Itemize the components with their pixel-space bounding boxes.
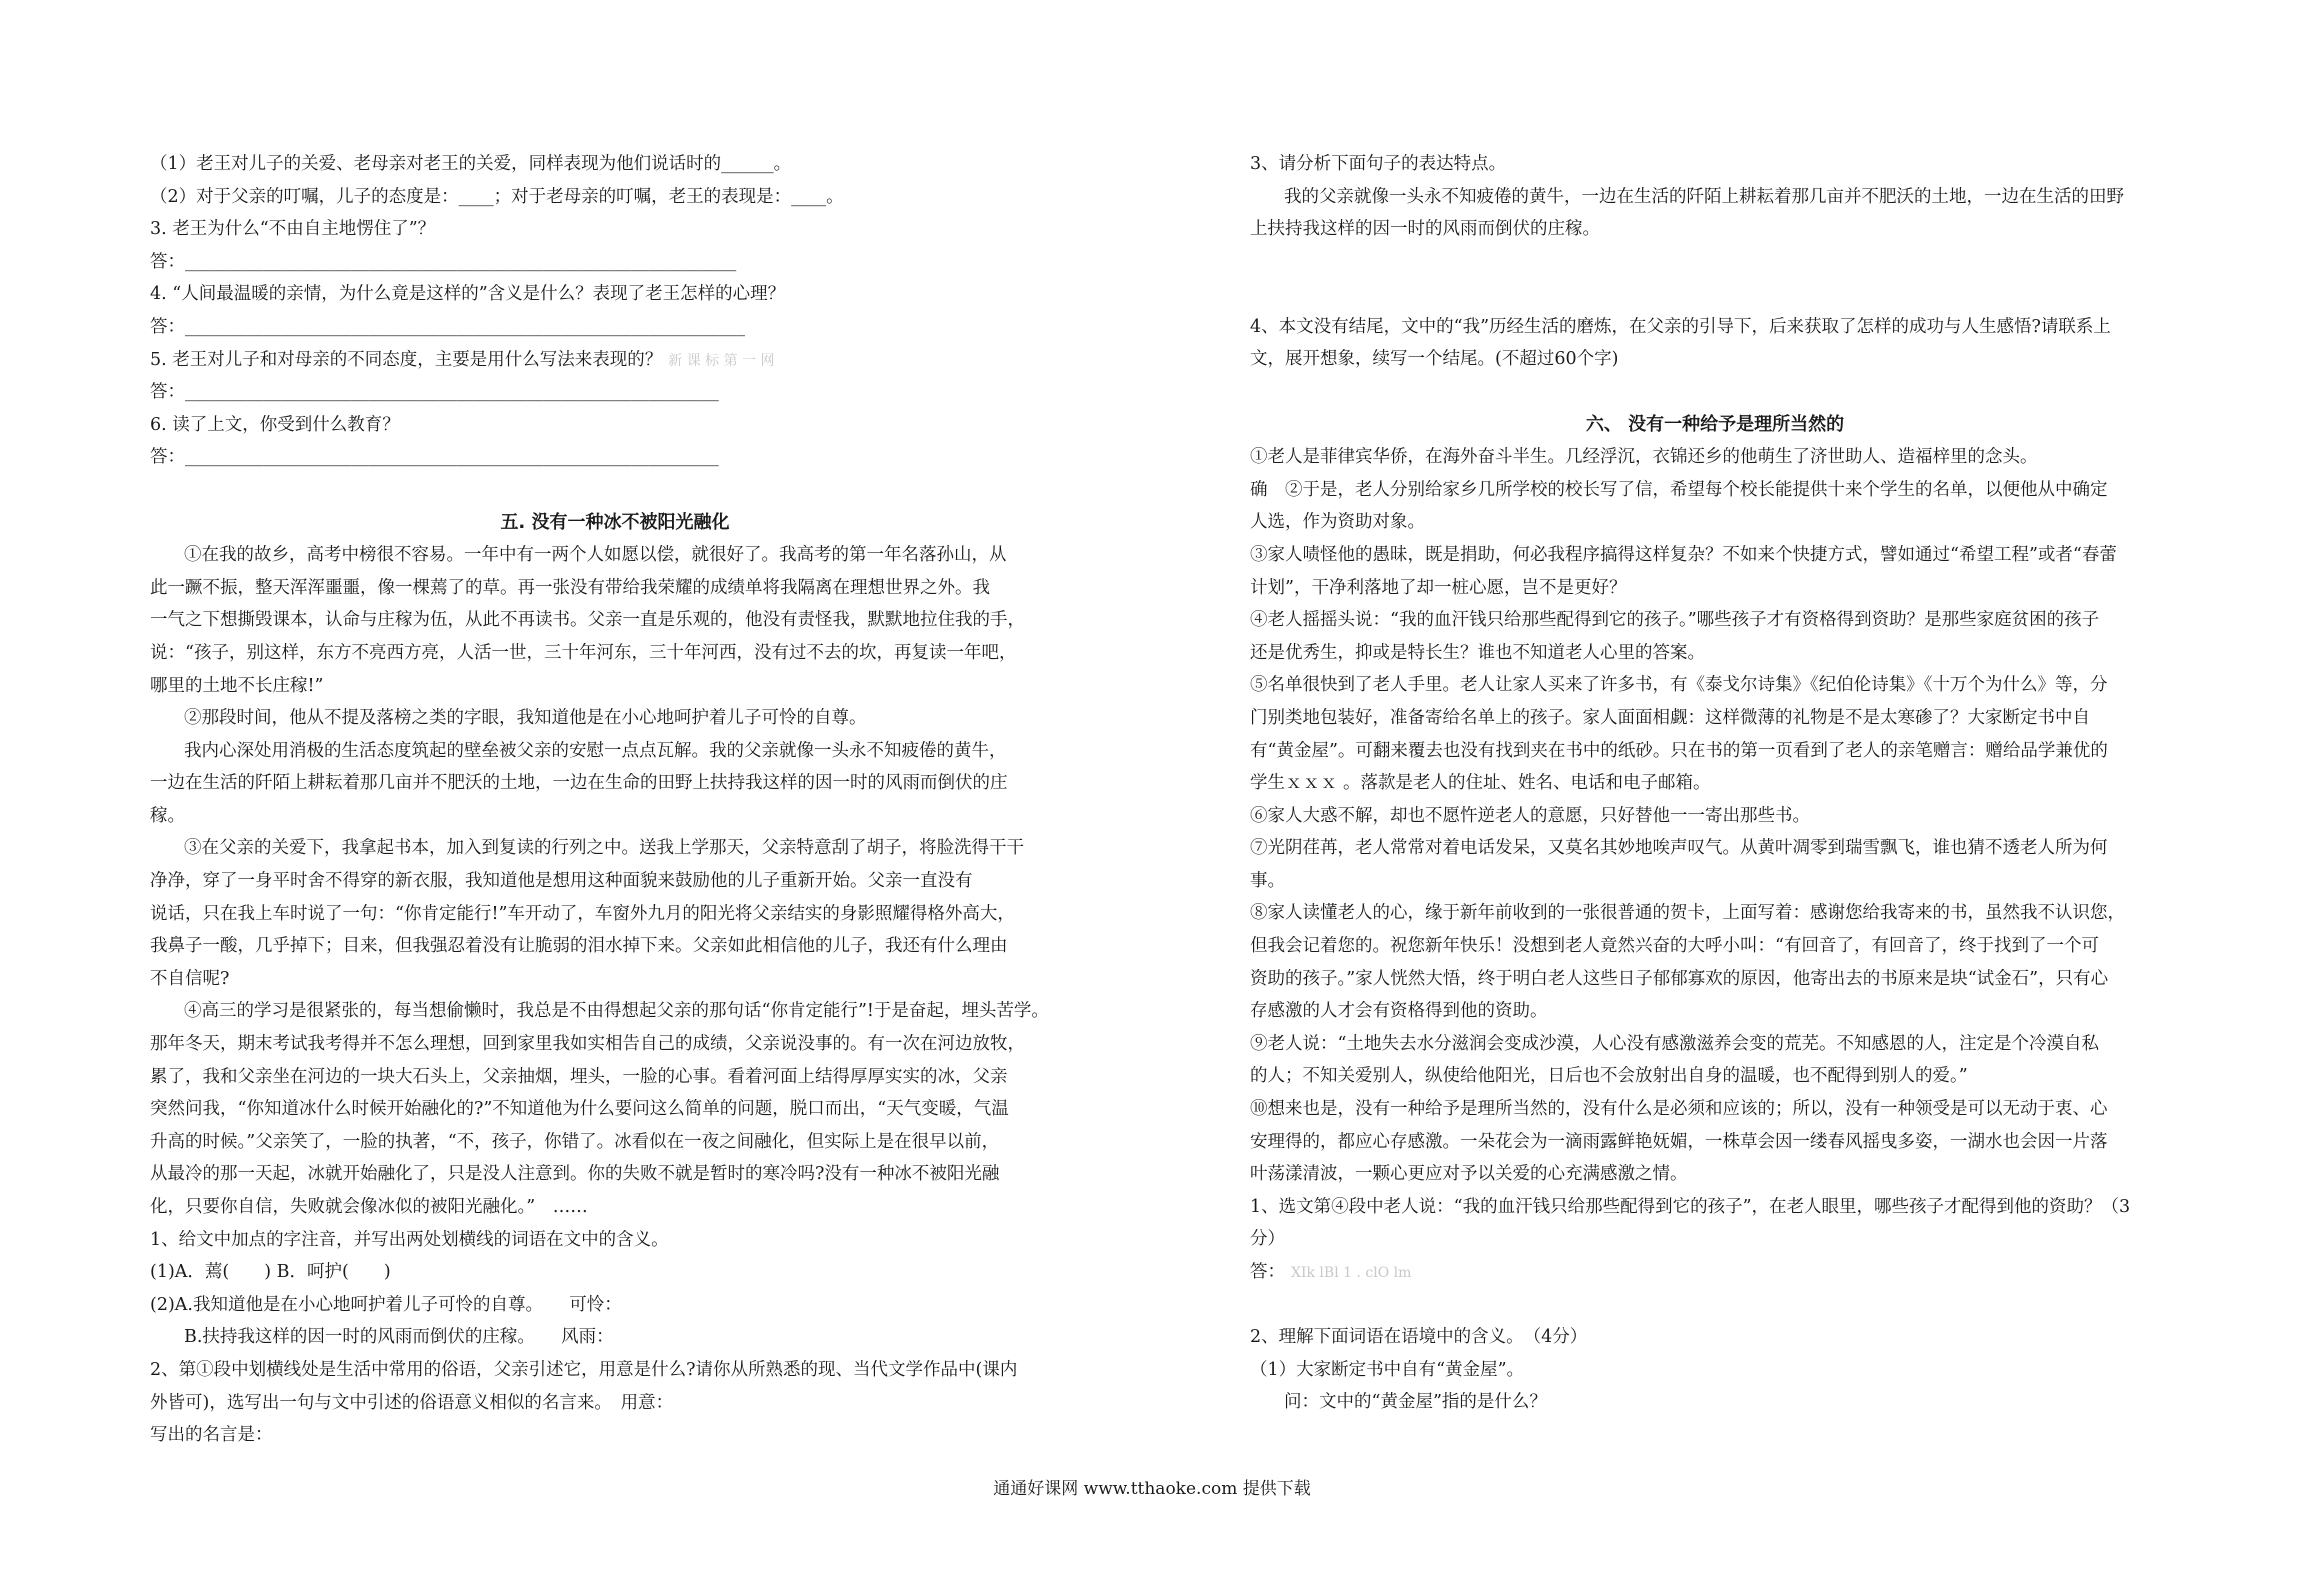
line-text: 4、本文没有结尾，文中的“我”历经生活的磨炼，在父亲的引导下，后来获取了怎样的成功与人生感悟?请联系上 [1250,316,2111,337]
line-text: ④老人摇摇头说：“我的血汗钱只给那些配得到它的孩子。”哪些孩子才有资格得到资助？是那些家庭贫困的孩子 [1250,610,2100,631]
text-line [1250,1256,2180,1289]
line-text: 但我会记着您的。祝您新年快乐！没想到老人竟然兴奋的大呼小叫：“有回音了，有回音了，终于找到了一个可 [1250,936,2099,957]
line-text: 六、 没有一种给予是理所当然的 [1585,413,1845,435]
line-text: 存感激的人才会有资格得到他的资助。 [1250,1001,1548,1022]
line-text: ④高三的学习是很紧张的，每当想偷懒时，我总是不由得想起父亲的那句话“你肯定能行”!于是奋起，埋头苦学。 [184,1001,1049,1022]
text-line [150,1191,1080,1224]
line-text: 学生ｘｘｘ 。落款是老人的住址、姓名、电话和电子邮箱。 [1250,773,1711,794]
line-text: 突然问我，“你知道冰什么时候开始融化的?”不知道他为什么要问这么简单的问题，脱口而出，“天气变暖，气温 [150,1099,1009,1120]
line-text: 不自信呢? [150,968,230,989]
text-line [1250,930,2180,963]
left-column [150,148,1080,1452]
line-text: 稼。 [150,805,185,826]
line-text: 2、理解下面词语在语境中的含义。 （4分） [1250,1327,1588,1348]
text-line [150,213,1080,246]
line-text: 3、请分析下面句子的表达特点。 [1250,154,1507,174]
line-text: 答：_____________________________________________________________ [150,382,719,403]
line-text: (1)A．蔫( ) B．呵护( ) [150,1262,391,1283]
line-text: 人选，作为资助对象。 [1250,512,1425,533]
line-text: 升高的时候。”父亲笑了，一脸的执著，“不，孩子，你错了。冰看似在一夜之间融化，但实际上是在很早以前， [150,1131,1000,1152]
text-line [150,1354,1080,1387]
line-text: 外皆可)，选写出一句与文中引述的俗语意义相似的名言来。 用意： [150,1392,674,1413]
line-text: ⑥家人大惑不解，却也不愿忤逆老人的意愿，只好替他一一寄出那些书。 [1250,805,1810,826]
text-line [1250,181,2180,214]
text-line [150,800,1080,833]
line-text: （1）老王对儿子的关爱、老母亲对老王的关爱，同样表现为他们说话时的______。 [150,154,792,174]
line-text: 问：文中的“黄金屋”指的是什么？ [1284,1392,1547,1413]
line-text: ①在我的故乡，高考中榜很不容易。一年中有一两个人如愿以偿，就很好了。我高考的第一年名落孙山，从 [184,545,1007,566]
text-line [150,702,1080,735]
watermark-text: 新 课 标 第 一 网 [668,352,775,369]
line-text: 答： [1250,1262,1285,1282]
text-line [1250,767,2180,800]
section-heading [1250,409,2180,442]
line-text: 一边在生活的阡陌上耕耘着那几亩并不肥沃的土地，一边在生命的田野上扶持我这样的因一时的风雨而倒伏的庄 [150,773,1008,794]
line-text: 安理得的，都应心存感激。一朵花会为一滴雨露鲜艳妩媚，一株草会因一缕春风摇曳多姿，一湖水也会因一片落 [1250,1131,2108,1152]
text-line [1250,213,2180,246]
text-line [1250,1158,2180,1191]
line-text: 此一蹶不振，整天浑浑噩噩，像一棵蔫了的草。再一张没有带给我荣耀的成绩单将我隔离在理想世界之外。我 [150,577,990,598]
line-text: ⑩想来也是，没有一种给予是理所当然的，没有什么是必须和应该的；所以，没有一种领受是可以无动于衷、心 [1250,1099,2108,1120]
text-line [1250,897,2180,930]
text-line [150,409,1080,442]
text-line [150,181,1080,214]
line-text: 门别类地包装好，准备寄给名单上的孩子。家人面面相觑：这样微薄的礼物是不是太寒碜了？大家断定书中自 [1250,707,2090,728]
line-text: 一气之下想撕毁课本，认命与庄稼为伍，从此不再读书。父亲一直是乐观的，他没有责怪我，默默地拉住我的手， [150,610,1025,631]
line-text: ⑨老人说：“土地失去水分滋润会变成沙漠，人心没有感激滋养会变的荒芜。不知感恩的人，注定是个冷漠自私 [1250,1033,2099,1054]
text-line [150,963,1080,996]
text-line [1250,1126,2180,1159]
text-line [150,441,1080,474]
line-text: 写出的名言是： [150,1425,273,1446]
line-text: 说话，只在我上车时说了一句：“你肯定能行!”车开动了，车窗外九月的阳光将父亲结实的身影照耀得格外高大， [150,903,1015,924]
text-line [150,637,1080,670]
line-text: B.扶持我这样的因一时的风雨而倒伏的庄稼。 风雨： [184,1327,614,1348]
line-text: 从最冷的那一天起，冰就开始融化了，只是没人注意到。你的失败不就是暂时的寒冷吗?没有一种冰不被阳光融 [150,1164,1000,1185]
text-line [150,767,1080,800]
line-text: 叶荡漾清波，一颗心更应对予以关爱的心充满感激之情。 [1250,1164,1688,1185]
line-text: 五. 没有一种冰不被阳光融化 [500,511,730,533]
line-text: 分） [1250,1229,1285,1250]
line-text: ⑦光阴荏苒，老人常常对着电话发呆，又莫名其妙地唉声叹气。从黄叶凋零到瑞雪飘飞，谁也猜不透老人所为何 [1250,838,2108,859]
text-line [1250,800,2180,833]
text-line [150,1158,1080,1191]
line-text: 有“黄金屋”。可翻来覆去也没有找到夹在书中的纸砂。只在书的第一页看到了老人的亲笔赠言：赠给品学兼优的 [1250,740,2108,761]
text-line [1250,637,2180,670]
text-line [1250,865,2180,898]
line-text: 上扶持我这样的因一时的风雨而倒伏的庄稼。 [1250,219,1600,240]
line-text: 答：_____________________________________________________________ [150,447,719,468]
text-line [150,865,1080,898]
text-line [1250,963,2180,996]
text-line [150,930,1080,963]
line-text: （2）对于父亲的叮嘱，儿子的态度是：____；对于老母亲的叮嘱，老王的表现是：____。 [150,186,844,207]
text-line [1250,1354,2180,1387]
text-line [1250,506,2180,539]
line-text: ③家人啧怪他的愚昧，既是捐助，何必我程序搞得这样复杂？不如来个快捷方式，譬如通过“希望工程”或者“春蕾 [1250,544,2117,565]
line-text: 净净，穿了一身平时舍不得穿的新衣服，我知道他是想用这种面貌来鼓励他的儿子重新开始。父亲一直没有 [150,871,973,892]
line-text: ②那段时间，他从不提及落榜之类的字眼，我知道他是在小心地呵护着儿子可怜的自尊。 [184,708,867,729]
text-line [1250,572,2180,605]
line-text: 4. “人间最温暖的亲情，为什么竟是这样的”含义是什么？表现了老王怎样的心理？ [150,284,786,305]
text-line [150,1387,1080,1420]
line-text: 6. 读了上文，你受到什么教育？ [150,414,400,435]
line-text: 答：_______________________________________________________________ [150,251,737,272]
text-line [1250,148,2180,181]
text-line [150,311,1080,344]
text-line [1250,1386,2180,1419]
text-line [150,1028,1080,1061]
line-text: 1、给文中加点的字注音，并写出两处划横线的词语在文中的含义。 [150,1229,669,1250]
line-text: 说：“孩子，别这样，东方不亮西方亮，人活一世，三十年河东，三十年河西，没有过不去的坎，再复读一年吧， [150,642,1017,663]
line-text: 3. 老王为什么“不由自主地愣住了”？ [150,219,436,240]
line-text: 那年冬天，期末考试我考得并不怎么理想，回到家里我如实相告自己的成绩，父亲说没事的。有一次在河边放牧， [150,1034,1025,1055]
text-line [150,278,1080,311]
text-line [150,995,1080,1028]
line-text: 资助的孩子。”家人恍然大悟，终于明白老人这些日子郁郁寡欢的原因，他寄出去的书原来是块“试金石”，只有心 [1250,968,2109,989]
section-heading [150,507,1080,540]
line-text: 1、选文第④段中老人说：“我的血汗钱只给那些配得到它的孩子”，在老人眼里，哪些孩子才配得到他的资助？（3 [1250,1196,2131,1217]
line-text: 事。 [1250,870,1285,891]
text-line [1250,474,2180,507]
spacer [1250,246,2180,311]
text-line [150,1321,1080,1354]
text-line [150,1419,1080,1452]
text-line [1250,343,2180,376]
line-text: ①老人是菲律宾华侨，在海外奋斗半生。几经浮沉，衣锦还乡的他萌生了济世助人、造福梓里的念头。 [1250,447,2038,468]
text-line [1250,832,2180,865]
text-line [1250,735,2180,768]
text-line [150,670,1080,703]
line-text: 计划”，干净利落地了却一桩心愿，岂不是更好？ [1250,577,1627,598]
spacer [150,474,1080,507]
line-text: (2)A.我知道他是在小心地呵护着儿子可怜的自尊。 可怜： [150,1294,622,1315]
text-line [150,1256,1080,1289]
text-line [1250,1060,2180,1093]
text-line [1250,1191,2180,1224]
text-line [150,148,1080,181]
line-text: 我内心深处用消极的生活态度筑起的壁垒被父亲的安慰一点点瓦解。我的父亲就像一头永不知疲倦的黄牛， [184,740,1007,761]
text-line [1250,311,2180,344]
line-text: 化，只要你自信，失败就会像冰似的被阳光融化。” …… [150,1197,588,1217]
text-line [150,1289,1080,1322]
text-line [1250,702,2180,735]
line-text: 5. 老王对儿子和对母亲的不同态度，主要是用什么写法来表现的？ [150,349,663,370]
text-line [150,1126,1080,1159]
line-text: 我的父亲就像一头永不知疲倦的黄牛，一边在生活的阡陌上耕耘着那几亩并不肥沃的土地，一边在生活的田野 [1284,186,2124,207]
text-line [150,572,1080,605]
text-line [150,1061,1080,1094]
line-text: ⑧家人读懂老人的心，缘于新年前收到的一张很普通的贺卡，上面写着：感谢您给我寄来的书，虽然我不认识您， [1250,903,2125,924]
text-line [150,539,1080,572]
line-text: 确 ②于是，老人分别给家乡几所学校的校长写了信，希望每个校长能提供十来个学生的名单，以便他从中确定 [1250,479,2108,500]
line-text: 2、第①段中划横线处是生活中常用的俗语，父亲引述它，用意是什么?请你从所熟悉的现、当代文学作品中(课内 [150,1359,1018,1380]
text-line [1250,1093,2180,1126]
text-line [150,1093,1080,1126]
line-text: 答：________________________________________________________________ [150,316,745,337]
text-line [150,832,1080,865]
text-line [150,246,1080,279]
text-line [150,735,1080,768]
line-text: ⑤名单很快到了老人手里。老人让家人买来了许多书，有《泰戈尔诗集》《纪伯伦诗集》《十万个为什么》等，分 [1250,675,2108,696]
text-line [1250,539,2180,572]
line-text: 我鼻子一酸，几乎掉下；目来，但我强忍着没有让脆弱的泪水掉下来。父亲如此相信他的儿子，我还有什么理由 [150,936,1008,957]
spacer [1250,1289,2180,1322]
text-line [1250,1223,2180,1256]
watermark-text: XIk lBl 1 . clO lm [1291,1265,1412,1281]
line-text: 累了，我和父亲坐在河边的一块大石头上，父亲抽烟，埋头，一脸的心事。看着河面上结得厚厚实实的冰，父亲 [150,1066,1008,1087]
text-line [150,344,1080,377]
text-line [1250,604,2180,637]
line-text: ③在父亲的关爱下，我拿起书本，加入到复读的行列之中。送我上学那天，父亲特意刮了胡子，将脸洗得干干 [184,838,1024,859]
line-text: 文，展开想象，续写一个结尾。(不超过60个字) [1250,349,1619,370]
text-line [150,376,1080,409]
line-text: （1）大家断定书中自有“黄金屋”。 [1250,1359,1525,1380]
text-line [1250,669,2180,702]
spacer [1250,376,2180,409]
line-text: 哪里的土地不长庄稼!” [150,675,324,696]
text-line [150,898,1080,931]
text-line [1250,1321,2180,1354]
line-text: 还是优秀生，抑或是特长生？谁也不知道老人心里的答案。 [1250,642,1705,663]
page-footer: 通通好课网 www.tthaoke.com 提供下载 [993,1479,1311,1499]
text-line [1250,995,2180,1028]
text-line [1250,1028,2180,1061]
line-text: 的人；不知关爱别人，纵使给他阳光，日后也不会放射出自身的温暖，也不配得到别人的爱。” [1250,1066,1968,1087]
text-line [150,1224,1080,1257]
right-column [1250,148,2180,1419]
text-line [150,604,1080,637]
text-line [1250,441,2180,474]
